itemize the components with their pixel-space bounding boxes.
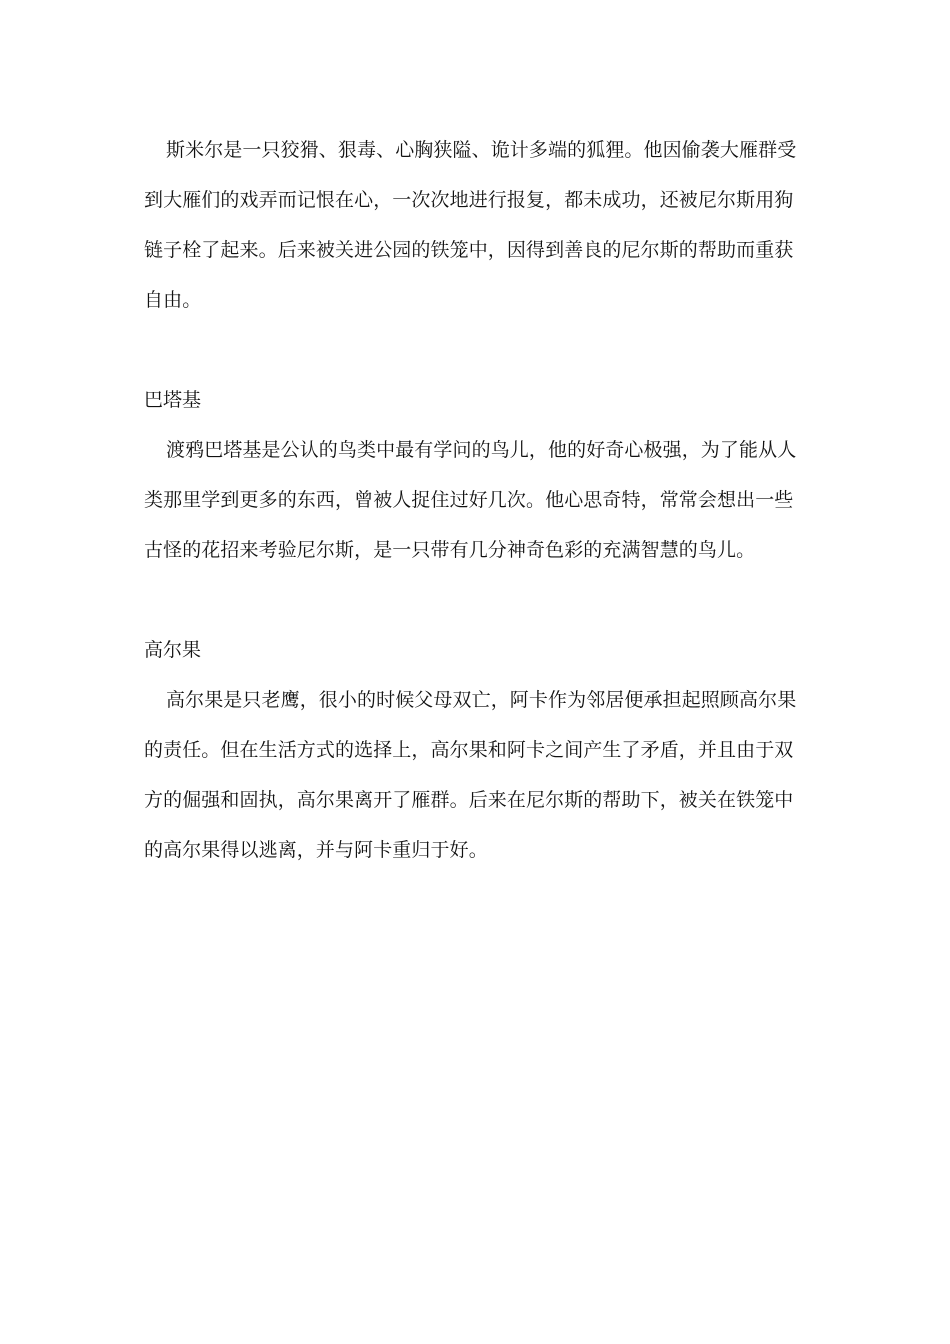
paragraph-smirre: 斯米尔是一只狡猾、狠毒、心胸狭隘、诡计多端的狐狸。他因偷袭大雁群受到大雁们的戏弄而记恨在心，一次次地进行报复，都未成功，还被尼尔斯用狗链子栓了起来。后来被关进公园的铁笼中，因得到善良的尼尔斯的帮助而重获自由。 xyxy=(144,139,797,311)
paragraph-gorgo: 高尔果是只老鹰，很小的时候父母双亡，阿卡作为邻居便承担起照顾高尔果的责任。但在生活方式的选择上，高尔果和阿卡之间产生了矛盾，并且由于双方的倔强和固执，高尔果离开了雁群。后来在尼尔斯的帮助下，被关在铁笼中的高尔果得以逃离，并与阿卡重归于好。 xyxy=(144,689,797,861)
heading-bataki: 巴塔基 xyxy=(144,389,202,411)
paragraph-bataki: 渡鸦巴塔基是公认的鸟类中最有学问的鸟儿，他的好奇心极强，为了能从人类那里学到更多的东西，曾被人捉住过好几次。他心思奇特，常常会想出一些古怪的花招来考验尼尔斯，是一只带有几分神奇色彩的充满智慧的鸟儿。 xyxy=(144,439,797,561)
heading-gorgo: 高尔果 xyxy=(144,639,202,661)
document-body xyxy=(144,125,806,875)
section-spacer xyxy=(144,575,806,625)
section-spacer xyxy=(144,325,806,375)
